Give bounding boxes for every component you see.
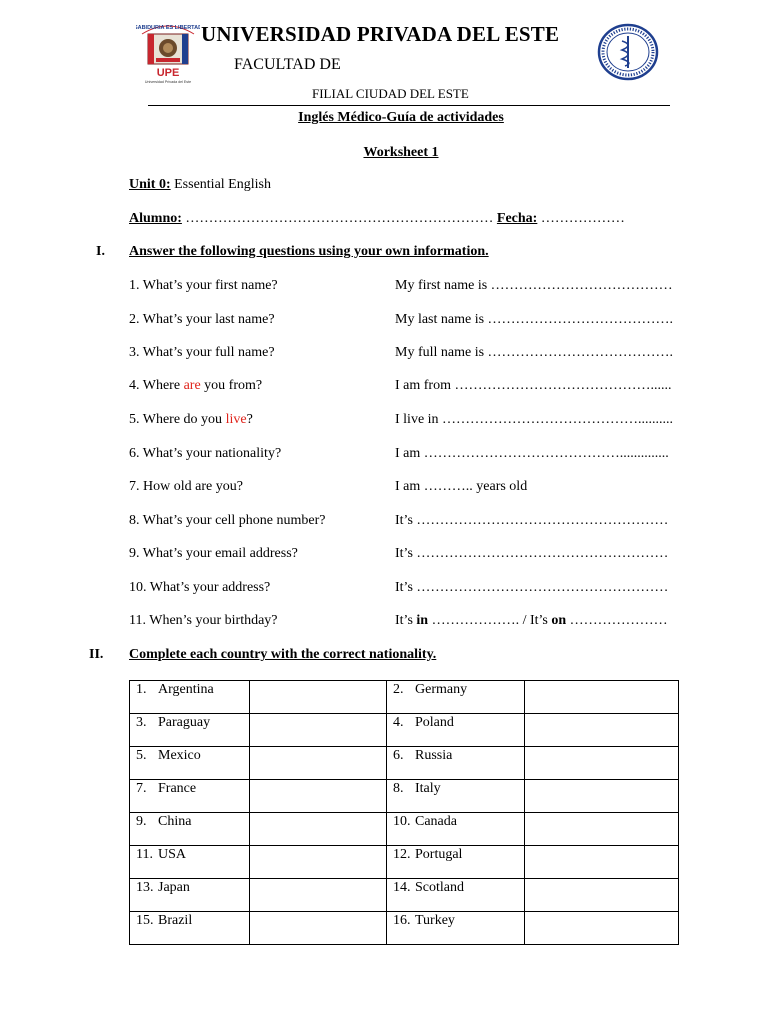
question-1: 1. What’s your first name? bbox=[129, 278, 278, 293]
country-name: Paraguay bbox=[158, 715, 211, 730]
nationality-blank-cell[interactable] bbox=[525, 780, 679, 813]
nationality-blank-cell[interactable] bbox=[525, 879, 679, 912]
item-number: 16. bbox=[393, 913, 411, 928]
country-cell bbox=[387, 747, 525, 780]
nationality-blank-cell[interactable] bbox=[525, 846, 679, 879]
country-name: Turkey bbox=[415, 913, 455, 928]
question-6: 6. What’s your nationality? bbox=[129, 446, 282, 461]
nationality-blank-cell[interactable] bbox=[525, 747, 679, 780]
item-number: 14. bbox=[393, 880, 411, 895]
country-cell bbox=[130, 747, 250, 780]
country-name: Portugal bbox=[415, 847, 463, 862]
country-cell bbox=[130, 846, 250, 879]
country-cell bbox=[130, 714, 250, 747]
table-row bbox=[130, 714, 679, 747]
date-label: Fecha: bbox=[496, 211, 538, 226]
country-cell bbox=[130, 780, 250, 813]
country-name: France bbox=[158, 781, 197, 796]
country-name: Italy bbox=[415, 781, 441, 796]
table-row bbox=[130, 813, 679, 846]
nationality-blank-cell[interactable] bbox=[250, 747, 387, 780]
answer-11-in: in bbox=[416, 613, 429, 628]
country-name: Russia bbox=[415, 748, 453, 763]
header-divider bbox=[148, 105, 670, 106]
question-4 bbox=[129, 378, 262, 394]
country-name: Brazil bbox=[158, 913, 193, 928]
upe-logo bbox=[136, 20, 200, 86]
nationality-blank-cell[interactable] bbox=[525, 813, 679, 846]
unit-line bbox=[129, 177, 271, 193]
item-number: 5. bbox=[136, 748, 147, 763]
answer-11-post: ………………… bbox=[566, 613, 668, 628]
nationality-blank-cell[interactable] bbox=[250, 780, 387, 813]
country-name: Japan bbox=[158, 880, 190, 895]
logo-acronym: UPE bbox=[156, 67, 180, 79]
table-row bbox=[130, 912, 679, 945]
question-2: 2. What’s your last name? bbox=[129, 312, 275, 327]
nationality-blank-cell[interactable] bbox=[525, 912, 679, 945]
answer-1: My first name is ………………………………… bbox=[395, 278, 673, 293]
item-number: 11. bbox=[136, 847, 153, 862]
medicine-seal-logo bbox=[597, 23, 659, 81]
country-cell bbox=[130, 813, 250, 846]
table-row bbox=[130, 846, 679, 879]
country-name: Germany bbox=[415, 682, 468, 697]
worksheet-title: Worksheet 1 bbox=[363, 145, 439, 160]
question-10: 10. What’s your address? bbox=[129, 580, 271, 595]
item-number: 2. bbox=[393, 682, 404, 697]
country-name: China bbox=[158, 814, 192, 829]
filial-label: FILIAL CIUDAD DEL ESTE bbox=[312, 86, 469, 101]
item-number: 9. bbox=[136, 814, 147, 829]
item-number: 12. bbox=[393, 847, 411, 862]
nationality-blank-cell[interactable] bbox=[525, 681, 679, 714]
question-7: 7. How old are you? bbox=[129, 479, 243, 494]
item-number: 15. bbox=[136, 913, 154, 928]
question-3: 3. What’s your full name? bbox=[129, 345, 275, 360]
student-label: Alumno: bbox=[129, 211, 182, 226]
answer-6: I am …………………………………….............. bbox=[395, 446, 669, 461]
item-number: 4. bbox=[393, 715, 404, 730]
table-row bbox=[130, 681, 679, 714]
answer-7: I am ……….. years old bbox=[395, 479, 528, 494]
unit-name: Essential English bbox=[170, 177, 271, 192]
answer-11-pre: It’s bbox=[395, 613, 417, 628]
section2-heading: Complete each country with the correct nationality. bbox=[129, 647, 437, 662]
answer-11 bbox=[395, 613, 668, 629]
question-4-pre: 4. Where bbox=[129, 378, 184, 393]
table-row bbox=[130, 780, 679, 813]
question-9: 9. What’s your email address? bbox=[129, 546, 298, 561]
answer-5: I live in …………………………………….......... bbox=[395, 412, 674, 427]
item-number: 10. bbox=[393, 814, 411, 829]
question-4-highlight: are bbox=[183, 378, 201, 393]
answer-2: My last name is …………………………………. bbox=[395, 312, 674, 327]
country-name: Poland bbox=[415, 715, 454, 730]
question-4-post: you from? bbox=[200, 378, 263, 393]
country-cell bbox=[130, 879, 250, 912]
question-11: 11. When’s your birthday? bbox=[129, 613, 278, 628]
country-name: Canada bbox=[415, 814, 457, 829]
section1-heading: Answer the following questions using your own information. bbox=[129, 244, 489, 259]
country-name: USA bbox=[158, 847, 187, 862]
item-number: 8. bbox=[393, 781, 404, 796]
table-row bbox=[130, 747, 679, 780]
item-number: 7. bbox=[136, 781, 147, 796]
nationality-blank-cell[interactable] bbox=[250, 714, 387, 747]
nationality-table bbox=[129, 680, 679, 945]
question-5-post: ? bbox=[246, 412, 253, 427]
section1-number: I. bbox=[96, 244, 105, 259]
question-5-highlight: live bbox=[225, 412, 247, 427]
item-number: 13. bbox=[136, 880, 154, 895]
answer-3: My full name is …………………………………. bbox=[395, 345, 674, 360]
university-title: UNIVERSIDAD PRIVADA DEL ESTE bbox=[201, 22, 560, 46]
nationality-blank-cell[interactable] bbox=[250, 879, 387, 912]
country-cell bbox=[130, 681, 250, 714]
logo-caption: Universidad Privada del Este bbox=[144, 80, 192, 84]
logo-motto: SABIDURIA ES LIBERTAD bbox=[136, 25, 200, 31]
table-row bbox=[130, 879, 679, 912]
country-cell bbox=[387, 879, 525, 912]
answer-11-mid: ………………. / It’s bbox=[428, 613, 552, 628]
student-line bbox=[129, 211, 625, 227]
country-name: Argentina bbox=[158, 682, 214, 697]
date-blank: ……………… bbox=[537, 211, 625, 226]
nationality-blank-cell[interactable] bbox=[250, 813, 387, 846]
question-5 bbox=[129, 412, 253, 428]
question-5-pre: 5. Where do you bbox=[129, 412, 226, 427]
country-name: Mexico bbox=[158, 748, 201, 763]
item-number: 6. bbox=[393, 748, 404, 763]
item-number: 3. bbox=[136, 715, 147, 730]
country-cell bbox=[387, 846, 525, 879]
country-cell bbox=[387, 912, 525, 945]
country-cell bbox=[387, 813, 525, 846]
student-blank: ………………………………………………………… bbox=[181, 211, 497, 226]
country-cell bbox=[387, 714, 525, 747]
question-8: 8. What’s your cell phone number? bbox=[129, 513, 326, 528]
course-title: Inglés Médico-Guía de actividades bbox=[298, 110, 504, 125]
answer-11-on: on bbox=[551, 613, 567, 628]
nationality-blank-cell[interactable] bbox=[250, 912, 387, 945]
country-cell bbox=[387, 681, 525, 714]
nationality-blank-cell[interactable] bbox=[250, 846, 387, 879]
answer-8: It’s ……………………………………………… bbox=[395, 513, 669, 528]
country-cell bbox=[387, 780, 525, 813]
nationality-blank-cell[interactable] bbox=[525, 714, 679, 747]
country-cell bbox=[130, 912, 250, 945]
answer-9: It’s ……………………………………………… bbox=[395, 546, 669, 561]
item-number: 1. bbox=[136, 682, 147, 697]
section2-number: II. bbox=[89, 647, 104, 662]
unit-label: Unit 0: bbox=[129, 177, 171, 192]
answer-4: I am from ……………………………………...... bbox=[395, 378, 672, 393]
nationality-blank-cell[interactable] bbox=[250, 681, 387, 714]
answer-10: It’s ……………………………………………… bbox=[395, 580, 669, 595]
country-name: Scotland bbox=[415, 880, 464, 895]
faculty-label: FACULTAD DE bbox=[234, 56, 341, 73]
